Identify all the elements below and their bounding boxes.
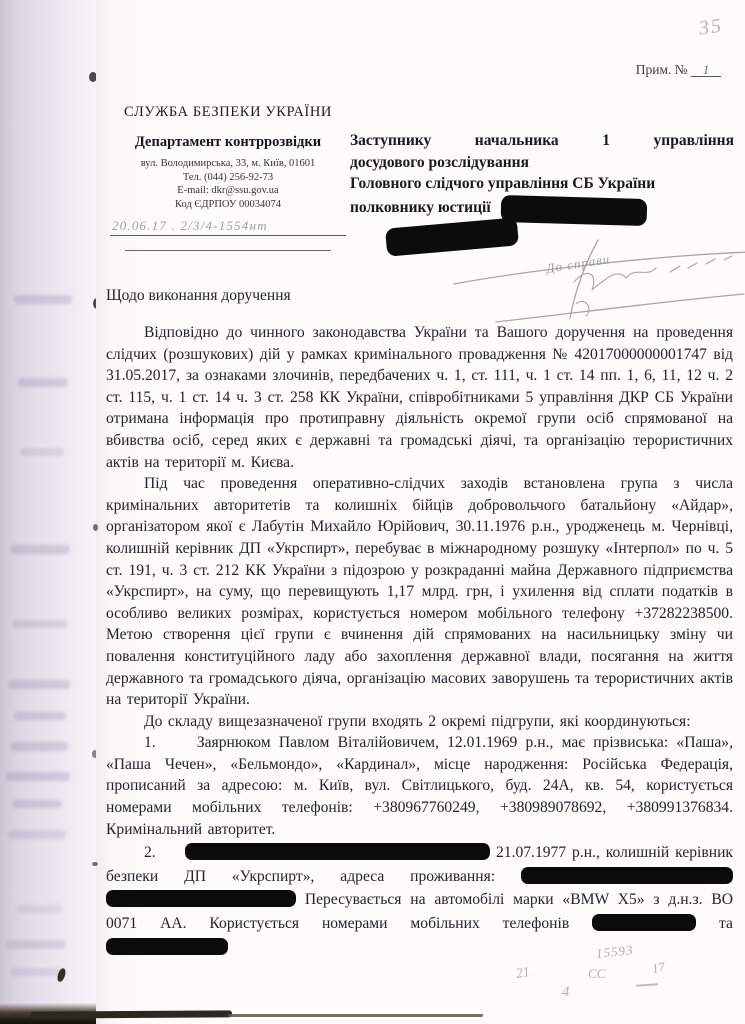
scan-speck — [92, 862, 98, 866]
bleedthrough-line — [18, 378, 68, 387]
subject-line: Щодо виконання доручення — [106, 287, 291, 304]
addressee-line-1: Заступнику начальника 1 управління — [350, 132, 734, 149]
pencil-note: 4 — [562, 984, 570, 1000]
pencil-dash — [636, 983, 658, 986]
list-item-1: 1. Заярнюком Павлом Віталійовичем, 12.01.1969 р.н., має прізвиська: «Паша», «Паша Чечен», «Бельмондо», «Кардинал», місце народження: Російська Федерація, прописаний за адресою: м. Київ, вул. Світлицького, буд. 24А, кв. 54, користується номерами мобільних телефонів: +380967760249, +380989078692, +380991376834. Кримінальний авторитет. — [106, 734, 733, 838]
bleedthrough-line — [12, 800, 62, 808]
addressee-line-2: досудового розслідування — [350, 153, 529, 171]
paragraph-intro: Відповідно до чинного законодавства України та Вашого доручення на проведення слідчих (розшукових) дій у рамках кримінального провадження № 42017000000001747 від 31.05.2017, за ознаками злочинів, передбачених ч. 1, ст. 111, ч. 1 ст. 14 пп. 1, 6, 11, 12 ч. 2 ст. 115, ч. 1 ст. 14 ч. 3 ст. 258 КК України, співробітниками 5 управління ДКР СБ України отримана інформація про протиправну діяльність окремої групи осіб спрямованої на вбивства осіб, серед яких є державні та громадські діячі, та організацію терористичних актів на території м. Києва. — [106, 324, 733, 471]
scan-bottom-edge — [228, 1014, 483, 1017]
list-item-2: 2. 21.07.1977 р.н., колишній керівник безпеки ДП «Укрспирт», адреса проживання: Пересувається на автомобілі марки «BMW X5» з д.н.з. ВО 0071 АА. Користується номерами мобільних телефонів та — [106, 840, 733, 958]
handwritten-resolution — [448, 238, 745, 333]
letterhead-edrpou: Код ЄДРПОУ 00034074 — [175, 198, 281, 210]
redaction-bar — [185, 843, 490, 860]
redaction-bar — [106, 938, 228, 955]
addressee-rank: полковнику юстиції — [350, 199, 491, 217]
department-name: Департамент контррозвідки — [134, 134, 322, 150]
letterhead-phone: Тел. (044) 256-92-73 — [182, 171, 274, 183]
letterhead-email: E-mail: dkr@ssu.gov.ua — [177, 185, 279, 196]
bleedthrough-line — [10, 968, 64, 976]
bleedthrough-line — [8, 680, 70, 689]
bleedthrough-line — [8, 830, 66, 839]
bleedthrough-line — [10, 742, 68, 751]
document-page — [96, 0, 745, 1024]
letterhead-contacts — [110, 157, 346, 211]
document-body — [106, 322, 733, 958]
bleedthrough-line — [12, 620, 67, 628]
handwritten-sheet-number: 35 — [697, 14, 725, 40]
redaction-bar — [106, 890, 296, 907]
redaction-bar — [592, 914, 696, 931]
paragraph-subgroups: До складу вищезазначеної групи входять 2 окремі підгрупи, які координуються: — [144, 712, 691, 730]
bleedthrough-line — [20, 448, 64, 456]
pen-scribble — [448, 238, 745, 333]
pencil-note: 17 — [650, 958, 667, 977]
addressee-line-4 — [350, 195, 734, 222]
bleedthrough-line — [10, 545, 70, 554]
left-page-edge — [0, 0, 100, 1024]
bleedthrough-line — [14, 712, 66, 720]
redaction-bar — [385, 217, 519, 256]
pencil-note: 15593 — [595, 942, 635, 961]
pencil-note: 21 — [514, 964, 532, 983]
letterhead — [110, 104, 346, 251]
blank-underline — [125, 250, 331, 251]
addressee-block — [350, 130, 734, 251]
redaction-bar — [500, 194, 647, 225]
addressee-line-3: Головного слідчого управління СБ України — [350, 175, 656, 192]
scan-speck — [93, 524, 98, 531]
pencil-note: СС — [588, 966, 606, 981]
paragraph-group: Під час проведення оперативно-слідчих заходів встановлена група з числа кримінальних авторитетів та колишніх бійців добровольчого батальйону «Айдар», організатором якої є Лабутін Михайло Юрійович, 30.11.1976 р.н., уродженець м. Чернівці, колишній керівник ДП «Укрспирт», перебуває в міжнародному розшуку «Інтерпол» по ч. 5 ст. 191, ч. 3 ст. 212 КК України з підозрою у розкраданні майна Державного підприємства «Укрспирт», на суму, що перевищують 1,17 млрд. грн, і ухилення від сплати податків в особливо великих розмірах, користується номером мобільного телефону +37282238500. Метою створення цієї групи є вчинення дій спрямованих на насильницьку зміну чи повалення конституційного ладу або захоплення державної влади, посягання на життя державного та громадського діяча, організацію масових заворушень та терористичних актів на території України. — [106, 475, 733, 709]
agency-name: СЛУЖБА БЕЗПЕКИ УКРАЇНИ — [124, 104, 332, 120]
handwritten-registration-number: 20.06.17 . 2/3/4-1554нт — [110, 218, 346, 236]
resolution-note-text: До справи — [545, 251, 612, 276]
copy-number-handwritten: 1 — [691, 63, 721, 77]
bleedthrough-line — [6, 772, 70, 781]
letterhead-address: вул. Володимирська, 33, м. Київ, 01601 — [140, 158, 316, 169]
bleedthrough-line — [14, 295, 72, 304]
bleedthrough-line — [16, 905, 62, 913]
scan-bottom-edge — [30, 1010, 232, 1018]
copy-number-line — [636, 62, 721, 78]
redaction-bar — [521, 867, 733, 884]
bleedthrough-line — [6, 940, 66, 949]
copy-label: Прим. № — [635, 62, 688, 77]
